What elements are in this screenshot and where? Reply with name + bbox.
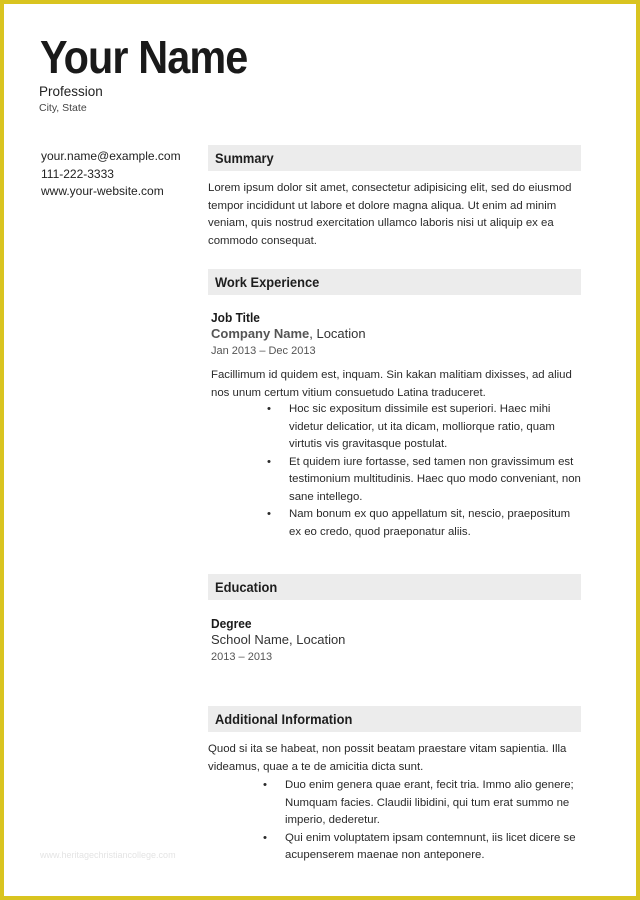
- summary-text: Lorem ipsum dolor sit amet, consectetur adipisicing elit, sed do eiusmod tempor incididunt ut labore et dolore magna aliqua. Ut enim ad minim veniam, quis nostrud exercitation ullamco laboris nisi ut aliquip ex ea commodo consequat.: [208, 182, 572, 247]
- additional-text: Quod si ita se habeat, non possit beatam praestare vitam sapientia. Illa videamus, quae a te de amicitia dicta sunt.: [208, 743, 567, 773]
- bullet-icon: •: [263, 779, 267, 791]
- additional-heading-bar: [208, 706, 581, 732]
- work-heading-bar: [208, 269, 581, 295]
- phone-number: 111-222-3333: [41, 166, 114, 181]
- job-title: Job Title: [211, 310, 260, 325]
- job-description: Facillimum id quidem est, inquam. Sin kakan malitiam dixisses, ad aliud nos unum certum vitium consuetudo Latina traduceret.: [211, 369, 572, 399]
- resume-page: [4, 4, 636, 896]
- education-heading: Education: [215, 579, 278, 595]
- list-item: • Et quidem iure fortasse, sed tamen non gravissimum est testimonium multitudinis. Haec quo modo conveniant, non sane intellego.: [267, 455, 581, 503]
- list-item: • Hoc sic expositum dissimile est superiori. Haec mihi videtur delicatior, ut ita dicam, molliorque ratio, quam virtutis vis gravitasque postulat.: [267, 403, 555, 450]
- job-bullet-list: [267, 401, 583, 541]
- profession: Profession: [39, 84, 103, 99]
- list-item: • Nam bonum ex quo appellatum sit, nescio, praepositum ex eo credo, quod praeponatur aliis.: [267, 508, 571, 538]
- contact-block: [41, 148, 181, 201]
- watermark: www.heritagechristiancollege.com: [40, 850, 176, 860]
- city-state: City, State: [39, 102, 87, 114]
- bullet-icon: •: [267, 508, 271, 520]
- company-name: Company Name: [211, 326, 310, 341]
- bullet-icon: •: [267, 455, 271, 468]
- job-dates: Jan 2013 – Dec 2013: [211, 345, 316, 357]
- summary-heading: Summary: [215, 150, 274, 166]
- additional-bullet-list: [263, 777, 583, 865]
- resume-name: Your Name: [40, 31, 248, 83]
- education-dates: 2013 – 2013: [211, 651, 273, 663]
- list-item: • Qui enim voluptatem ipsam contemnunt, iis licet dicere se acupenserem maenae non anteponere.: [263, 831, 576, 861]
- bullet-icon: •: [267, 403, 271, 415]
- company-location: , Location: [309, 326, 366, 341]
- email-link[interactable]: your.name@example.com: [41, 149, 181, 163]
- website-link[interactable]: www.your-website.com: [41, 184, 164, 198]
- bullet-icon: •: [263, 831, 267, 844]
- school-line: School Name, Location: [211, 632, 346, 647]
- company-line: [211, 326, 366, 341]
- summary-heading-bar: [208, 145, 581, 171]
- education-heading-bar: [208, 574, 581, 600]
- additional-heading: Additional Information: [215, 711, 353, 727]
- work-heading: Work Experience: [215, 274, 320, 290]
- list-item: • Duo enim genera quae erant, fecit tria. Immo alio genere; Numquam facies. Claudii libidini, qui tum erat summo ne imperio, dederetur.: [263, 779, 574, 826]
- degree: Degree: [211, 616, 252, 631]
